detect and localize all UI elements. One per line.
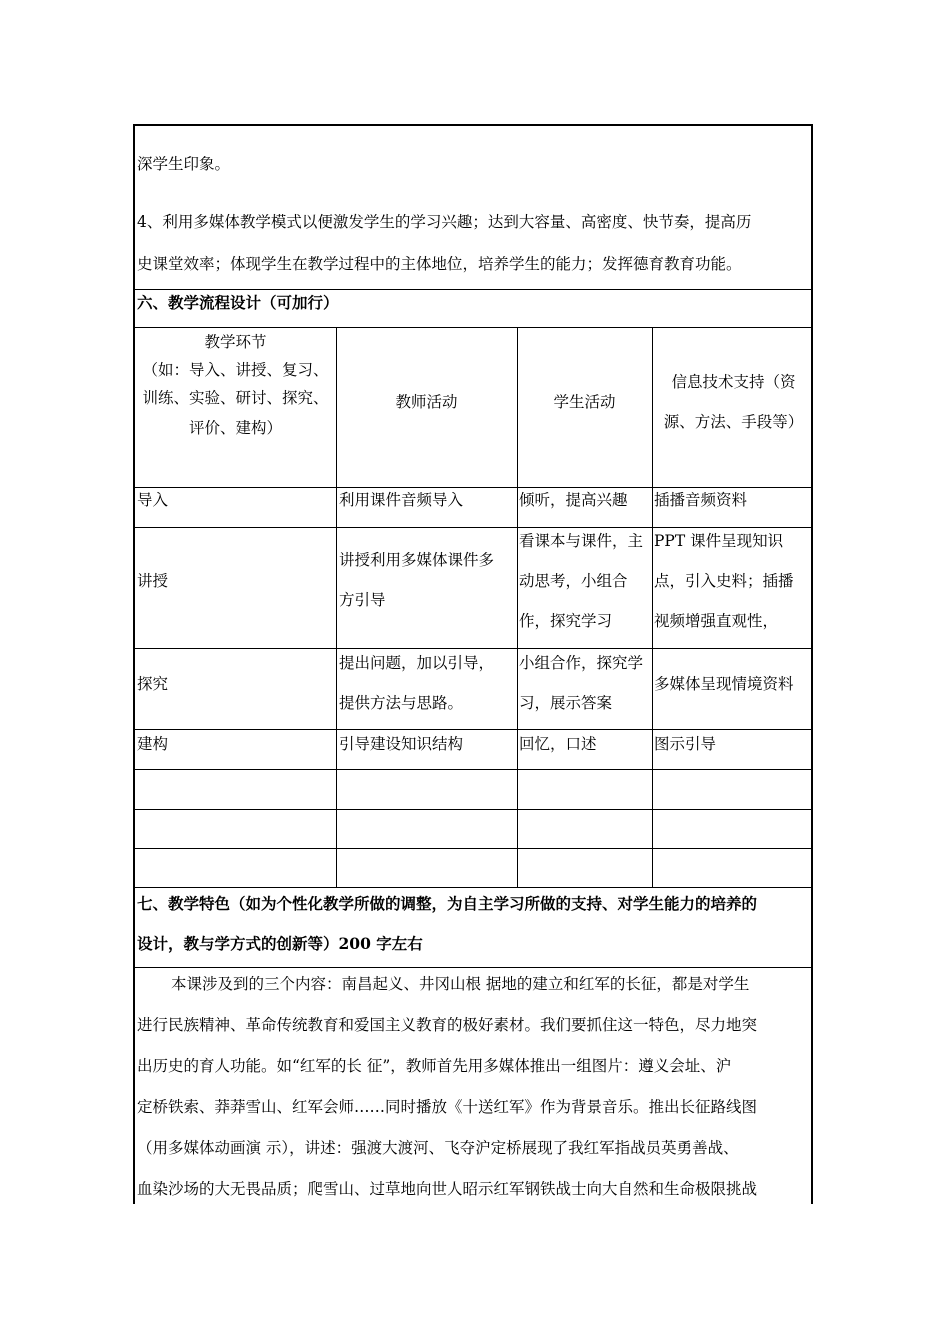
row-stage: 探究 [137, 675, 169, 693]
divider [135, 289, 813, 290]
row-teacher: 提出问题，加以引导， 提供方法与思路。 [339, 654, 495, 712]
document-table [133, 124, 813, 1204]
section7-body-line: 血染沙场的大无畏品质；爬雪山、过草地向世人昭示红军钢铁战士向大自然和生命极限挑战 [137, 1180, 758, 1198]
divider [135, 967, 813, 968]
header-student: 学生活动 [553, 393, 616, 411]
section7-body-line: （用多媒体动画演 示），讲述：强渡大渡河、飞夺沪定桥展现了我红军指战员英勇善战、 [137, 1139, 739, 1157]
section7-body-line: 定桥铁索、莽莽雪山、红军会师……同时播放《十送红军》作为背景音乐。推出长征路线图 [137, 1098, 758, 1116]
row-tech: 图示引导 [654, 735, 717, 753]
header-teacher: 教师活动 [395, 393, 458, 411]
divider [135, 327, 813, 328]
divider [135, 648, 813, 649]
section7-body-line: 进行民族精神、革命传统教育和爱国主义教育的极好素材。我们要抓住这一特色，尽力地突 [137, 1016, 758, 1034]
empty-row-divider [135, 848, 813, 849]
intro-line: 4、利用多媒体教学模式以便激发学生的学习兴趣；达到大容量、高密度、快节奏，提高历 [137, 213, 752, 231]
intro-line: 深学生印象。 [137, 155, 231, 173]
divider [135, 887, 813, 888]
row-student: 看课本与课件，主 动思考，小组合 作，探究学习 [519, 532, 644, 630]
row-stage: 讲授 [137, 572, 169, 590]
row-student: 小组合作，探究学 习，展示答案 [519, 654, 644, 712]
divider [135, 729, 813, 730]
empty-row-divider [135, 809, 813, 810]
intro-line: 史课堂效率；体现学生在教学过程中的主体地位，培养学生的能力；发挥德育教育功能。 [137, 255, 742, 273]
header-stage: 教学环节 （如：导入、讲授、复习、 训练、实验、研讨、探究、 评价、建构） [142, 333, 329, 437]
row-tech: 插播音频资料 [654, 491, 748, 509]
row-tech: 多媒体呈现情境资料 [654, 675, 794, 693]
section7-body-line: 本课涉及到的三个内容：南昌起义、井冈山根 据地的建立和红军的长征，都是对学生 [171, 975, 750, 993]
header-tech: 信息技术支持（资 源、方法、手段等） [663, 373, 804, 431]
row-student: 回忆，口述 [519, 735, 597, 753]
section6-title: 六、教学流程设计（可加行） [137, 293, 339, 312]
section7-title: 七、教学特色（如为个性化教学所做的调整，为自主学习所做的支持、对学生能力的培养的 设计，教与学方式的创新等）200 字左右 [137, 894, 758, 953]
section7-body-line: 出历史的育人功能。如“红军的长 征”，教师首先用多媒体推出一组图片：遵义会址、沪 [137, 1057, 732, 1075]
divider [135, 769, 813, 770]
divider [135, 527, 813, 528]
row-stage: 建构 [137, 735, 169, 753]
row-stage: 导入 [137, 491, 169, 509]
row-teacher: 引导建设知识结构 [339, 735, 464, 753]
row-teacher: 讲授利用多媒体课件多 方引导 [339, 551, 495, 609]
row-teacher: 利用课件音频导入 [339, 491, 464, 509]
divider [135, 487, 813, 488]
row-tech: PPT 课件呈现知识 点，引入史料；插播 视频增强直观性， [654, 532, 794, 630]
row-student: 倾听，提高兴趣 [519, 491, 628, 509]
